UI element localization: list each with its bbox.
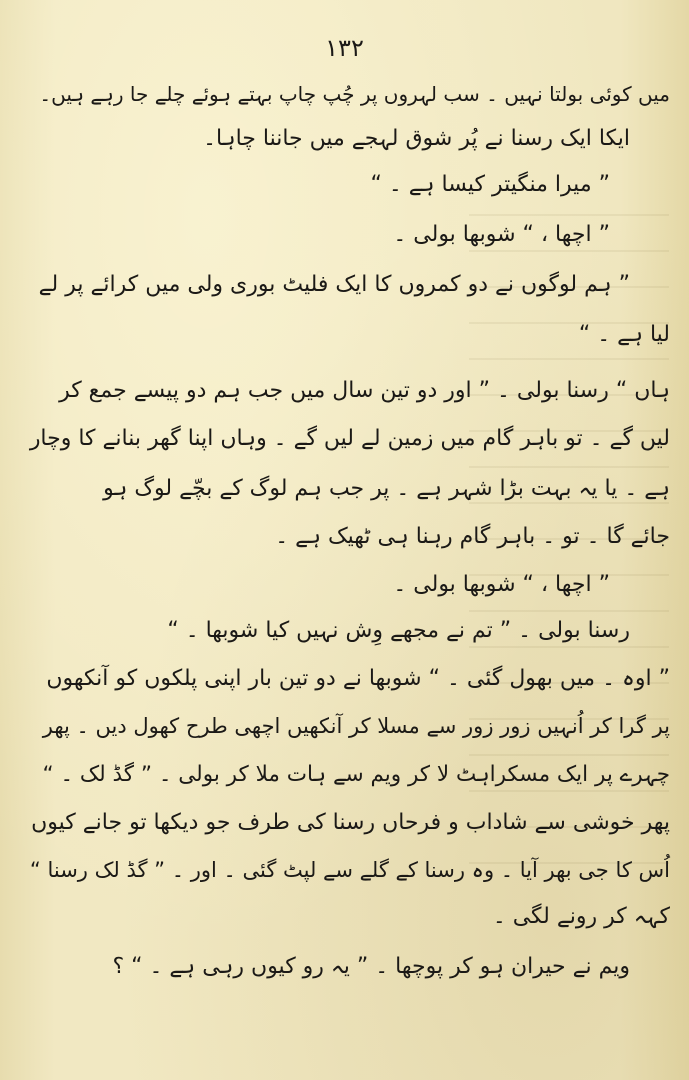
text-line: لیں گے ۔ تو باہر گام میں زمین لے لیں گے ۔ وہاں اپنا گھر بنانے کا وچار bbox=[29, 426, 670, 451]
text-line: ہاں “ رسنا بولی ۔ ” اور دو تین سال میں جب ہم دو پیسے جمع کر bbox=[59, 378, 670, 403]
text-line: جائے گا ۔ تو ۔ باہر گام رہنا ہی ٹھیک ہے ۔ bbox=[275, 524, 670, 549]
text-line: لیا ہے ۔ “ bbox=[578, 322, 670, 347]
text-line: ایکا ایک رسنا نے پُر شوق لہجے میں جاننا چاہا۔ bbox=[203, 126, 630, 151]
text-line: پھر خوشی سے شاداب و فرحاں رسنا کی طرف جو دیکھا تو جانے کیوں bbox=[31, 810, 670, 835]
text-line: ” ہم لوگوں نے دو کمروں کا ایک فلیٹ بوری ولی میں کرائے پر لے bbox=[38, 272, 630, 297]
text-line: پر گرا کر اُنہیں زور زور سے مسلا کر آنکھیں اچھی طرح کھول دیں ۔ پھر bbox=[42, 714, 670, 738]
text-line: کہہ کر رونے لگی ۔ bbox=[492, 904, 670, 929]
text-line: چہرے پر ایک مسکراہٹ لا کر ویم سے ہات ملا کر بولی ۔ ” گڈ لک ۔ “ bbox=[42, 762, 670, 787]
text-line: ہے ۔ یا یہ بہت بڑا شہر ہے ۔ پر جب ہم لوگ کے بچّے لوگ ہو bbox=[103, 476, 670, 501]
text-line: ” میرا منگیتر کیسا ہے ۔ “ bbox=[370, 172, 610, 197]
text-line: ” اوہ ۔ میں بھول گئی ۔ “ شوبھا نے دو تین بار اپنی پلکوں کو آنکھوں bbox=[46, 666, 670, 691]
text-line: اُس کا جی بھر آیا ۔ وہ رسنا کے گلے سے لپٹ گئی ۔ اور ۔ ” گڈ لک رسنا “ bbox=[29, 858, 670, 882]
text-line: ” اچھا ، “ شوبھا بولی ۔ bbox=[393, 572, 610, 597]
text-line: ” اچھا ، “ شوبھا بولی ۔ bbox=[393, 222, 610, 247]
text-line: رسنا بولی ۔ ” تم نے مجھے وِش نہیں کیا شوبھا ۔ “ bbox=[167, 618, 630, 643]
page-number: ۱۳۲ bbox=[325, 34, 364, 62]
text-line: میں کوئی بولتا نہیں ۔ سب لہروں پر چُپ چاپ بہتے ہوئے چلے جا رہے ہیں۔ bbox=[39, 82, 670, 106]
text-line: ویم نے حیران ہو کر پوچھا ۔ ” یہ رو کیوں رہی ہے ۔ “ ؟ bbox=[112, 954, 630, 979]
